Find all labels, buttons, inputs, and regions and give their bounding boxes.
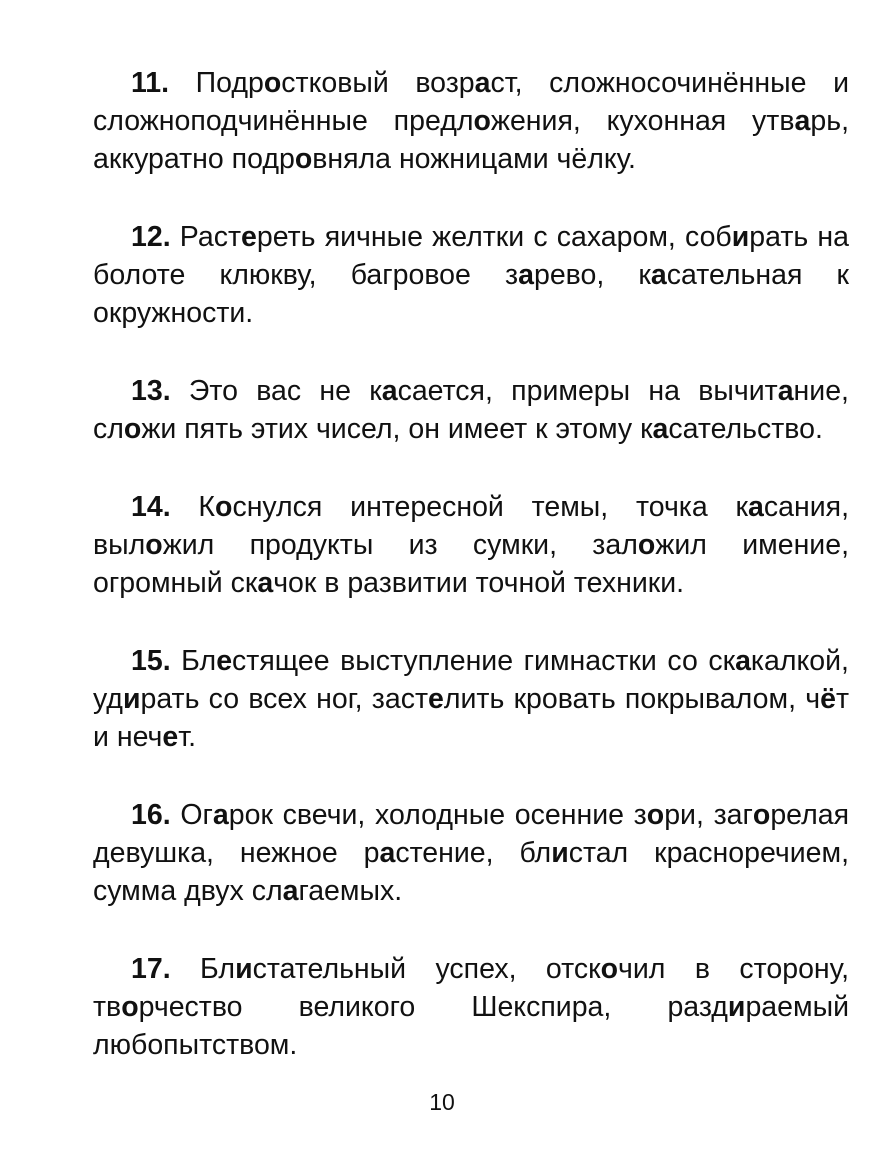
stressed-vowel: и [727,991,746,1023]
stressed-vowel: а [748,491,764,523]
exercise-paragraph [93,372,849,448]
text-segment: стение, бл [395,837,552,869]
exercise-paragraph [93,218,849,332]
stressed-vowel: и [551,837,569,869]
text-segment: стательный успех, отск [252,953,601,985]
exercise-paragraph [93,64,849,178]
text-segment: реть яичные желтки с сахаром, соб [256,221,732,253]
exercise-number: 15. [131,645,171,677]
stressed-vowel: о [215,491,233,523]
page-number: 10 [429,1089,455,1115]
stressed-vowel: о [600,953,619,985]
text-segment: ри, заг [664,799,753,831]
text-segment: Раст [170,221,242,253]
stressed-vowel: е [428,683,444,715]
text-segment: Это вас не к [170,375,382,407]
text-segment: рать на болоте клюкву, багровое з [93,221,850,291]
exercise-number: 11. [131,67,170,99]
text-segment: сательство. [668,413,823,445]
text-segment: лить кровать покрывалом, ч [443,683,821,715]
exercise-number: 12. [131,221,171,253]
text-segment: рчество великого Шекспира, разд [138,991,728,1023]
text-segment: стал красноречием, сумма двух сл [93,837,850,907]
text-segment: жил имение, огромный ск [93,529,849,599]
text-segment: Бл [170,953,236,985]
text-segment: К [170,491,216,523]
text-segment: рать со всех ног, заст [140,683,429,715]
text-segment: ст, сложносочинённые и сложноподчинённые предл [93,67,850,137]
stressed-vowel: а [794,105,811,137]
stressed-vowel: а [650,259,667,291]
exercise-number: 13. [131,375,171,407]
text-segment: рок свечи, холодные осенние з [228,799,647,831]
exercise-paragraph [93,950,849,1064]
exercise-paragraph [93,642,849,756]
text-segment: сания, выл [93,491,849,561]
exercise-paragraph [93,488,849,602]
text-segment: рь, аккуратно подр [93,105,849,175]
text-segment: т и неч [93,683,849,753]
text-segment: сательная к окружности. [93,259,850,329]
stressed-vowel: а [282,875,299,907]
stressed-vowel: а [777,375,794,407]
text-segment: т. [178,721,197,753]
text-segment: стящее выступление гимнастки со ск [232,645,736,677]
text-segment: калкой, уд [93,645,849,715]
page-content [93,64,849,1104]
text-segment: Бл [170,645,217,677]
stressed-vowel: а [735,645,751,677]
exercise-number: 16. [131,799,171,831]
text-segment: жи пять этих чисел, он имеет к этому к [141,413,653,445]
stressed-vowel: а [518,259,534,291]
stressed-vowel: о [263,67,282,99]
text-segment: гаемых. [298,875,403,907]
text-segment: рево, к [533,259,651,291]
text-segment: чил в сторону, тв [93,953,849,1023]
text-segment: жения, кухонная утв [490,105,795,137]
text-segment: раемый любопытством. [93,991,849,1061]
stressed-vowel: и [731,221,750,253]
stressed-vowel: а [381,375,398,407]
text-segment: снулся интересной темы, точка к [232,491,749,523]
text-segment: чок в развитии точной техники. [273,567,685,599]
text-segment: сается, примеры на вычит [397,375,778,407]
text-segment: Подр [169,67,264,99]
text-segment: стковый возр [281,67,475,99]
text-segment: жил продукты из сумки, зал [162,529,638,561]
stressed-vowel: и [122,683,141,715]
stressed-vowel: а [212,799,229,831]
stressed-vowel: о [121,991,139,1023]
stressed-vowel: и [235,953,253,985]
stressed-vowel: а [379,837,396,869]
exercise-number: 17. [131,953,171,985]
stressed-vowel: а [474,67,491,99]
text-segment: ние, сл [93,375,849,445]
stressed-vowel: е [241,221,257,253]
exercise-number: 14. [131,491,171,523]
stressed-vowel: о [294,143,313,175]
text-segment: релая девушка, нежное р [93,799,849,869]
stressed-vowel: а [257,567,274,599]
stressed-vowel: а [652,413,669,445]
stressed-vowel: о [752,799,771,831]
stressed-vowel: е [162,721,179,753]
stressed-vowel: о [123,413,142,445]
stressed-vowel: о [637,529,656,561]
text-segment: вняла ножницами чёлку. [312,143,636,175]
stressed-vowel: о [145,529,163,561]
exercise-paragraph [93,796,849,910]
text-segment: Ог [170,799,213,831]
stressed-vowel: е [216,645,233,677]
stressed-vowel: о [646,799,665,831]
stressed-vowel: ё [820,683,836,715]
stressed-vowel: о [473,105,491,137]
